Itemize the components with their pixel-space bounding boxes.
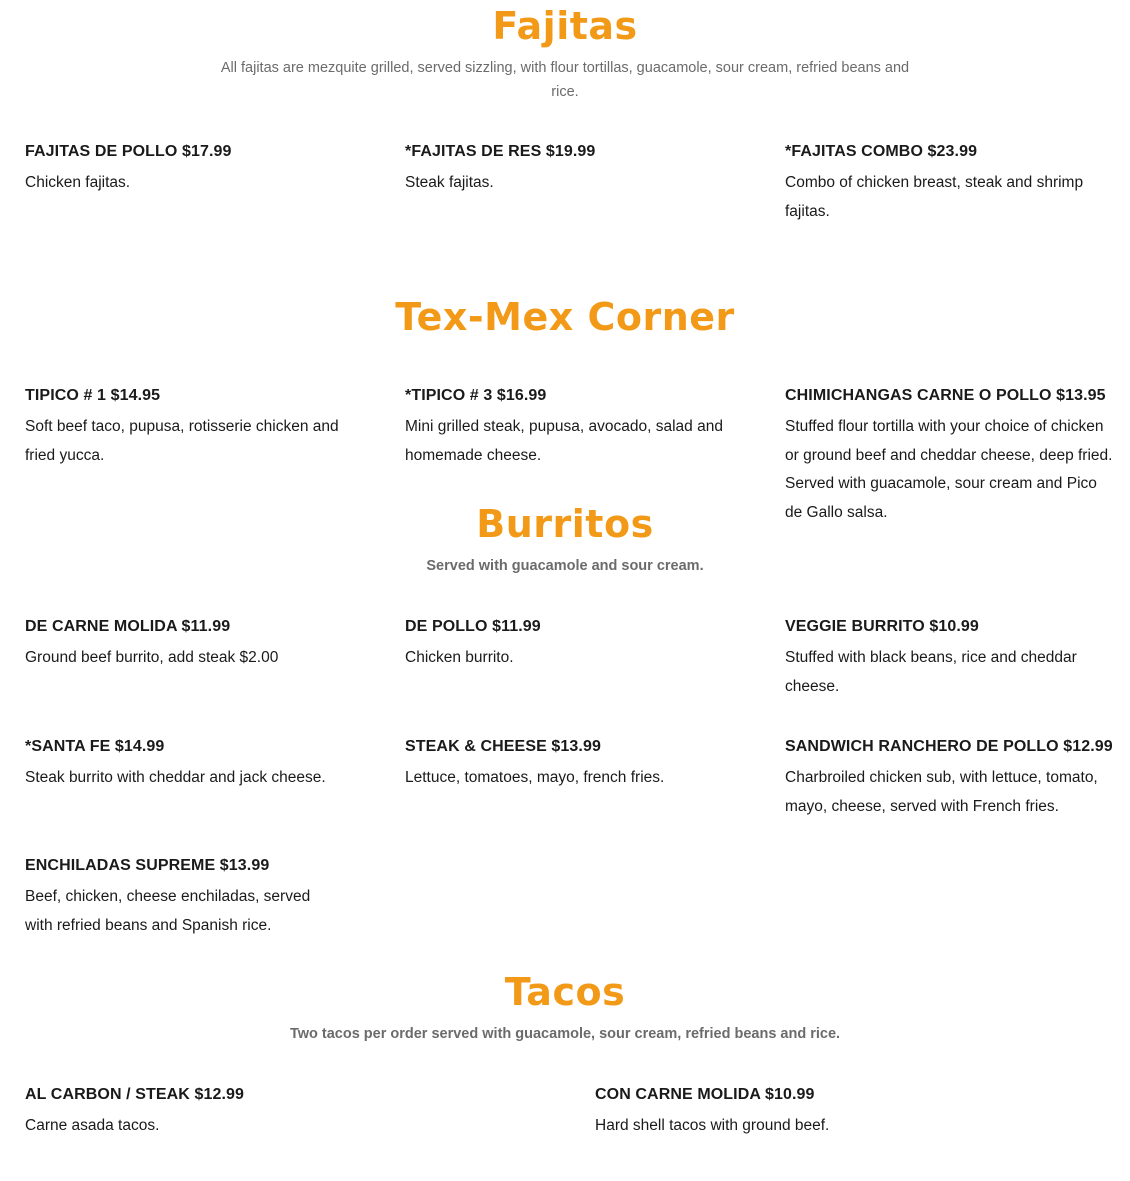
menu-item-enchiladas-supreme xyxy=(25,856,335,940)
menu-item-name: ENCHILADAS SUPREME $13.99 xyxy=(25,857,270,874)
menu-item-name: CON CARNE MOLIDA $10.99 xyxy=(595,1086,815,1103)
menu-item-name: TIPICO # 1 $14.95 xyxy=(25,387,161,404)
menu-item-name: DE CARNE MOLIDA $11.99 xyxy=(25,618,231,635)
menu-item-de-pollo xyxy=(405,617,735,673)
menu-item-description: Steak fajitas. xyxy=(405,174,494,191)
menu-item-steak-cheese xyxy=(405,737,735,793)
menu-item-name: STEAK & CHEESE $13.99 xyxy=(405,738,601,755)
menu-item-name: *FAJITAS COMBO $23.99 xyxy=(785,143,978,160)
tacos-subtitle: Two tacos per order served with guacamole, sour cream, refried beans and rice. xyxy=(289,1026,841,1042)
menu-item-name: *FAJITAS DE RES $19.99 xyxy=(405,143,596,160)
menu-item-description: Carne asada tacos. xyxy=(25,1117,160,1134)
menu-item-name: SANDWICH RANCHERO DE POLLO $12.99 xyxy=(785,738,1113,755)
menu-item-name: CHIMICHANGAS CARNE O POLLO $13.95 xyxy=(785,387,1106,404)
menu-item-tipico-3 xyxy=(405,386,735,470)
menu-item-fajitas-de-res xyxy=(405,142,735,198)
menu-item-description: Chicken fajitas. xyxy=(25,174,131,191)
menu-item-name: AL CARBON / STEAK $12.99 xyxy=(25,1086,245,1103)
menu-item-description: Ground beef burrito, add steak $2.00 xyxy=(25,649,279,666)
menu-item-description: Lettuce, tomatoes, mayo, french fries. xyxy=(405,769,665,786)
menu-item-name: DE POLLO $11.99 xyxy=(405,618,541,635)
menu-item-fajitas-de-pollo xyxy=(25,142,345,198)
menu-item-description: Hard shell tacos with ground beef. xyxy=(595,1117,830,1134)
menu-item-description: Beef, chicken, cheese enchiladas, served with refried beans and Spanish rice. xyxy=(25,888,311,934)
fajitas-heading: Fajitas xyxy=(492,4,638,48)
menu-item-tipico-1 xyxy=(25,386,345,470)
menu-item-name: FAJITAS DE POLLO $17.99 xyxy=(25,143,232,160)
menu-item-con-carne-molida xyxy=(595,1085,1095,1141)
menu-item-description: Stuffed with black beans, rice and cheddar cheese. xyxy=(785,649,1077,695)
texmex-heading: Tex-Mex Corner xyxy=(395,295,735,339)
menu-item-name: *TIPICO # 3 $16.99 xyxy=(405,387,547,404)
menu-item-al-carbon xyxy=(25,1085,525,1141)
menu-item-fajitas-combo xyxy=(785,142,1115,226)
menu-item-description: Mini grilled steak, pupusa, avocado, salad and homemade cheese. xyxy=(405,418,723,464)
menu-item-name: *SANTA FE $14.99 xyxy=(25,738,165,755)
menu-item-veggie-burrito xyxy=(785,617,1115,701)
menu-item-description: Combo of chicken breast, steak and shrimp fajitas. xyxy=(785,174,1084,220)
menu-item-name: VEGGIE BURRITO $10.99 xyxy=(785,618,979,635)
menu-item-description: Charbroiled chicken sub, with lettuce, tomato, mayo, cheese, served with French fries. xyxy=(785,769,1098,815)
menu-item-description: Soft beef taco, pupusa, rotisserie chicken and fried yucca. xyxy=(25,418,339,464)
menu-item-description: Steak burrito with cheddar and jack cheese. xyxy=(25,769,326,786)
fajitas-subtitle: All fajitas are mezquite grilled, served sizzling, with flour tortillas, guacamole, sour cream, refried beans and rice. xyxy=(220,60,910,100)
burritos-heading: Burritos xyxy=(476,502,654,546)
tacos-heading: Tacos xyxy=(504,970,626,1014)
menu-item-description: Chicken burrito. xyxy=(405,649,514,666)
menu-item-santa-fe xyxy=(25,737,355,793)
menu-item-sandwich-ranchero xyxy=(785,737,1115,821)
menu-item-de-carne-molida xyxy=(25,617,345,673)
burritos-subtitle: Served with guacamole and sour cream. xyxy=(426,558,704,574)
menu-item-description: Stuffed flour tortilla with your choice of chicken or ground beef and cheddar cheese, deep fried. Served with guacamole, sour cream and Pico de Gallo salsa. xyxy=(785,418,1113,521)
